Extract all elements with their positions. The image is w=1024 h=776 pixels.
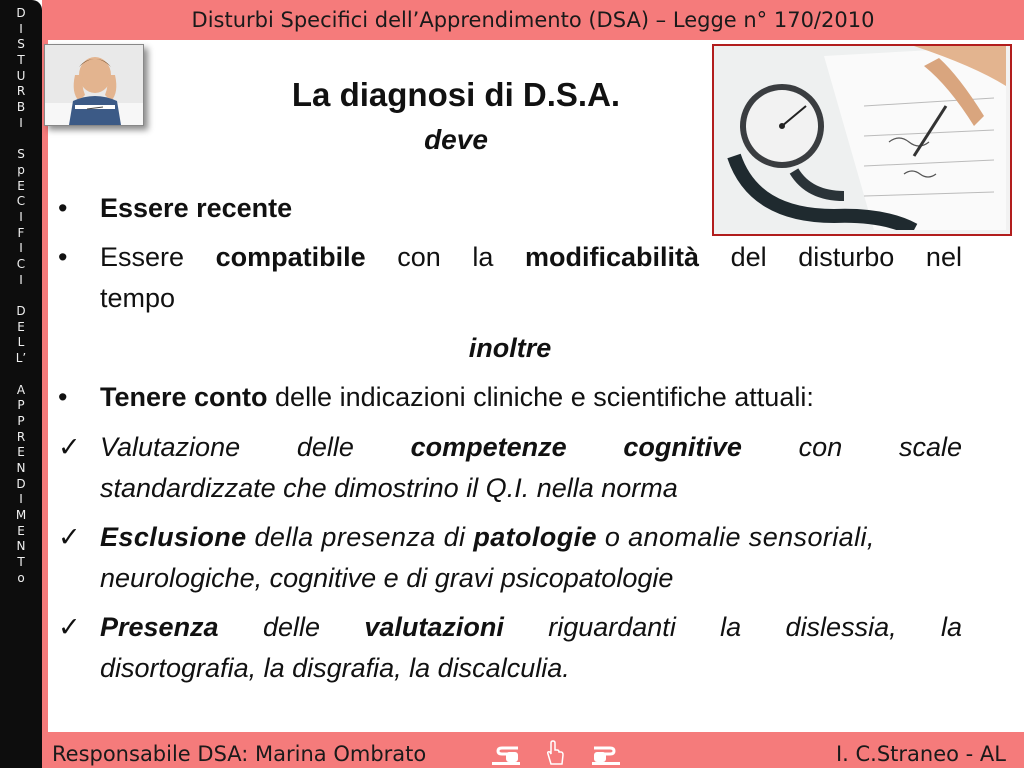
footer-bar	[42, 732, 1024, 768]
check-valutazione-line1: Valutazione delle competenze cognitive con scale	[100, 432, 962, 462]
sidebar-letter: P	[17, 398, 25, 413]
sidebar-letter: S	[17, 147, 25, 162]
header-bar	[42, 0, 1024, 40]
sidebar-letter: S	[17, 37, 25, 52]
sidebar-letter: I	[19, 115, 23, 130]
sidebar-letter: R	[16, 84, 26, 99]
sidebar-letter: P	[17, 413, 25, 428]
separator-inoltre: inoltre	[468, 333, 552, 363]
check-esclusione-line1: Esclusione della presenza di patologie o anomalie sensoriali,	[100, 522, 875, 552]
bullet-dot-icon: •	[58, 193, 68, 223]
checkmark-icon: ✓	[58, 612, 81, 642]
sidebar-letter: o	[17, 570, 25, 585]
sidebar-letter: p	[17, 162, 25, 177]
bullet-compatible	[58, 237, 962, 319]
header-title: Disturbi Specifici dell’Apprendimento (DSA) – Legge n° 170/2010	[191, 8, 875, 32]
left-accent-band	[42, 40, 48, 732]
sidebar-letter: C	[16, 194, 26, 209]
sidebar-letter: U	[16, 68, 26, 83]
check-valutazione-line2: standardizzate che dimostrino il Q.I. nella norma	[100, 473, 678, 503]
check-esclusione	[58, 517, 962, 599]
sidebar-letter	[19, 288, 23, 304]
bullet-dot-icon: •	[58, 382, 68, 412]
bullet-compatible-line2: tempo	[100, 283, 176, 313]
blood-pressure-photo	[712, 44, 1012, 236]
footer-school: I. C.Straneo - AL	[835, 742, 1006, 766]
sidebar-letter: E	[17, 523, 25, 538]
checkmark-icon: ✓	[58, 432, 81, 462]
check-presenza-line1: Presenza delle valutazioni riguardanti la dislessia, la	[100, 612, 962, 642]
sidebar-letter	[19, 132, 23, 148]
slide-title: La diagnosi di D.S.A.	[291, 76, 621, 113]
slide-subtitle: deve	[424, 124, 488, 155]
bullet-recent-text: Essere recente	[100, 193, 293, 223]
sidebar-letter: I	[19, 272, 23, 287]
sidebar-letter: R	[16, 429, 26, 444]
sidebar-letter: N	[16, 539, 26, 554]
sidebar-letter: L’	[15, 351, 27, 366]
sidebar-letter: T	[17, 555, 25, 570]
sidebar-letter: N	[16, 460, 26, 475]
sidebar-letter: F	[17, 225, 25, 240]
sidebar-letter: I	[19, 21, 23, 36]
hand-pointer-icon[interactable]	[542, 740, 566, 766]
sidebar-letter: E	[17, 445, 25, 460]
footer-responsible: Responsabile DSA: Marina Ombrato	[52, 742, 427, 766]
bullet-dot-icon: •	[58, 242, 68, 272]
bullet-recent	[58, 188, 293, 229]
sidebar-letter: M	[15, 508, 27, 522]
sidebar-vertical-text	[0, 6, 42, 586]
sidebar-letter: I	[19, 492, 23, 507]
hand-right-icon[interactable]	[592, 740, 620, 766]
stressed-student-photo	[44, 44, 144, 126]
sidebar-letter	[19, 367, 23, 383]
check-valutazione	[58, 427, 962, 509]
sidebar-letter: I	[19, 209, 23, 224]
sidebar-letter: L	[17, 335, 25, 350]
hand-left-icon[interactable]	[492, 740, 520, 766]
check-presenza	[58, 607, 962, 689]
sidebar-letter: C	[16, 257, 26, 271]
sidebar-letter: D	[16, 6, 26, 20]
sidebar-letter: T	[17, 53, 25, 68]
sidebar-letter: D	[16, 476, 26, 491]
checkmark-icon: ✓	[58, 522, 81, 552]
sidebar-letter: E	[17, 319, 25, 334]
sidebar-strip	[0, 0, 42, 768]
sidebar-letter: E	[17, 178, 25, 193]
check-presenza-line2: disortografia, la disgrafia, la discalculia.	[100, 653, 570, 683]
sidebar-letter: D	[16, 304, 26, 319]
sidebar-letter: I	[19, 241, 23, 256]
check-esclusione-line2: neurologiche, cognitive e di gravi psicopatologie	[100, 563, 674, 593]
bullet-tenere-conto: • Tenere conto delle indicazioni cliniche e scientifiche attuali:	[100, 377, 814, 418]
bullet-compatible-line1: Essere compatibile con la modificabilità del disturbo nel	[100, 242, 962, 272]
sidebar-letter: A	[16, 382, 26, 397]
sidebar-letter: B	[16, 100, 26, 115]
